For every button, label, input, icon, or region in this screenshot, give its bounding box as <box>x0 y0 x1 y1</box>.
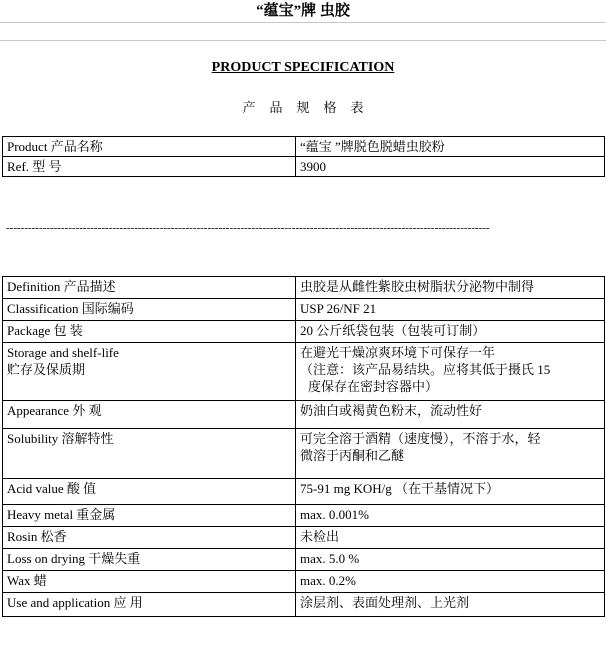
row-value-line: 微溶于丙酮和乙醚 <box>300 448 405 463</box>
row-label: Solubility 溶解特性 <box>3 429 296 479</box>
specification-table <box>2 276 605 617</box>
table-row <box>3 429 605 479</box>
row-label: Wax 蜡 <box>3 571 296 593</box>
row-value: 虫胶是从雌性紫胶虫树脂状分泌物中制得 <box>296 277 605 299</box>
row-label: Rosin 松香 <box>3 527 296 549</box>
row-value: USP 26/NF 21 <box>296 299 605 321</box>
table-row <box>3 343 605 401</box>
divider <box>0 22 606 23</box>
row-value: 20 公斤纸袋包装（包装可订制） <box>296 321 605 343</box>
row-label: Ref. 型 号 <box>3 157 296 177</box>
row-label: Heavy metal 重金属 <box>3 505 296 527</box>
row-value <box>296 343 605 401</box>
row-label: Definition 产品描述 <box>3 277 296 299</box>
row-value-line: （注意：该产品易结块。应将其低于摄氏 15 <box>300 362 551 377</box>
table-row <box>3 571 605 593</box>
row-label: Package 包 装 <box>3 321 296 343</box>
document-subtitle: 产品规格表 <box>242 100 378 115</box>
row-value: 3900 <box>296 157 605 177</box>
table-row <box>3 137 605 157</box>
divider <box>0 40 606 41</box>
row-label: Product 产品名称 <box>3 137 296 157</box>
page-header: “蕴宝”牌 虫胶 <box>256 3 350 19</box>
row-value: 未检出 <box>296 527 605 549</box>
table-row <box>3 593 605 617</box>
table-row <box>3 505 605 527</box>
table-row <box>3 321 605 343</box>
row-value-line: 在避光干燥凉爽环境下可保存一年 <box>300 345 496 360</box>
row-label: Use and application 应 用 <box>3 593 296 617</box>
table-row <box>3 401 605 429</box>
row-label <box>3 343 296 401</box>
row-label: Loss on drying 干燥失重 <box>3 549 296 571</box>
row-value: “蕴宝 ”牌脱色脱蜡虫胶粉 <box>296 137 605 157</box>
row-value: 奶油白或褐黄色粉末，流动性好 <box>296 401 605 429</box>
table-row <box>3 157 605 177</box>
table-row <box>3 277 605 299</box>
row-label-line: Storage and shelf-life <box>7 345 119 360</box>
table-row <box>3 549 605 571</box>
separator-line: ------------------------------------------------------------------------------------------------------------------------------------ <box>6 222 490 234</box>
row-value-line: 可完全溶于酒精（速度慢），不溶于水，轻 <box>300 431 541 446</box>
table-row <box>3 479 605 505</box>
row-label-line: 贮存及保质期 <box>7 362 86 377</box>
row-value: max. 5.0 % <box>296 549 605 571</box>
row-value-line: 度保存在密封容器中） <box>308 379 439 394</box>
row-label: Acid value 酸 值 <box>3 479 296 505</box>
row-value: 涂层剂、表面处理剂、上光剂 <box>296 593 605 617</box>
row-label: Appearance 外 观 <box>3 401 296 429</box>
product-info-table <box>2 136 605 177</box>
table-row <box>3 299 605 321</box>
table-row <box>3 527 605 549</box>
row-value: max. 0.2% <box>296 571 605 593</box>
row-label: Classification 国际编码 <box>3 299 296 321</box>
row-value: 75-91 mg KOH/g （在干基情况下） <box>296 479 605 505</box>
row-value <box>296 429 605 479</box>
row-value: max. 0.001% <box>296 505 605 527</box>
document-title: PRODUCT SPECIFICATION <box>211 60 395 75</box>
